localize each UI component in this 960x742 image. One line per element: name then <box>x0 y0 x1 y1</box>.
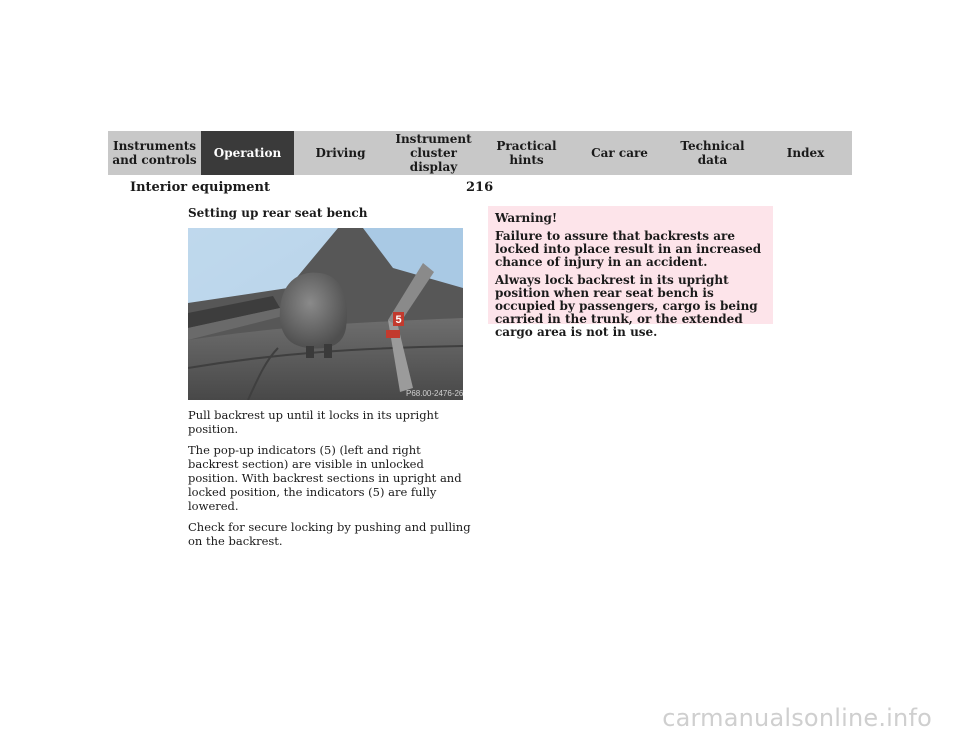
figure-code: P68.00-2476-26 <box>406 389 463 398</box>
tab-instruments-and-controls[interactable]: Instruments and controls <box>108 131 201 175</box>
section-header: Interior equipment <box>130 180 270 195</box>
watermark: carmanualsonline.info <box>662 704 932 732</box>
chapter-nav <box>108 131 852 175</box>
warning-heading: Warning! <box>495 211 558 225</box>
rear-seat-illustration <box>188 228 463 400</box>
paragraph: Check for secure locking by pushing and pulling on the backrest. <box>188 520 471 548</box>
tab-car-care[interactable]: Car care <box>573 131 666 175</box>
tab-instrument-cluster-display[interactable]: Instrument cluster display <box>387 131 480 175</box>
page-number: 216 <box>466 180 494 195</box>
tab-operation[interactable]: Operation <box>201 131 294 175</box>
warning-box <box>488 206 773 339</box>
tab-driving[interactable]: Driving <box>294 131 387 175</box>
tab-index[interactable]: Index <box>759 131 852 175</box>
paragraph: The pop-up indicators (5) (left and right backrest section) are visible in unlocked position. With backrest sections in upright and locked position, the indicators (5) are fully lowered. <box>188 443 462 513</box>
rear-seat-figure <box>188 228 463 400</box>
paragraph: Pull backrest up until it locks in its upright position. <box>188 408 439 436</box>
tab-practical-hints[interactable]: Practical hints <box>480 131 573 175</box>
page-title: Setting up rear seat bench <box>188 206 368 220</box>
warning-paragraph: Failure to assure that backrests are locked into place result in an increased chance of injury in an accident. <box>495 229 762 269</box>
instructions <box>188 408 472 555</box>
warning-paragraph: Always lock backrest in its upright position when rear seat bench is occupied by passengers, cargo is being carried in the trunk, or the extended cargo area is not in use. <box>495 273 758 339</box>
tab-technical-data[interactable]: Technical data <box>666 131 759 175</box>
figure-callout: 5 <box>395 314 402 326</box>
